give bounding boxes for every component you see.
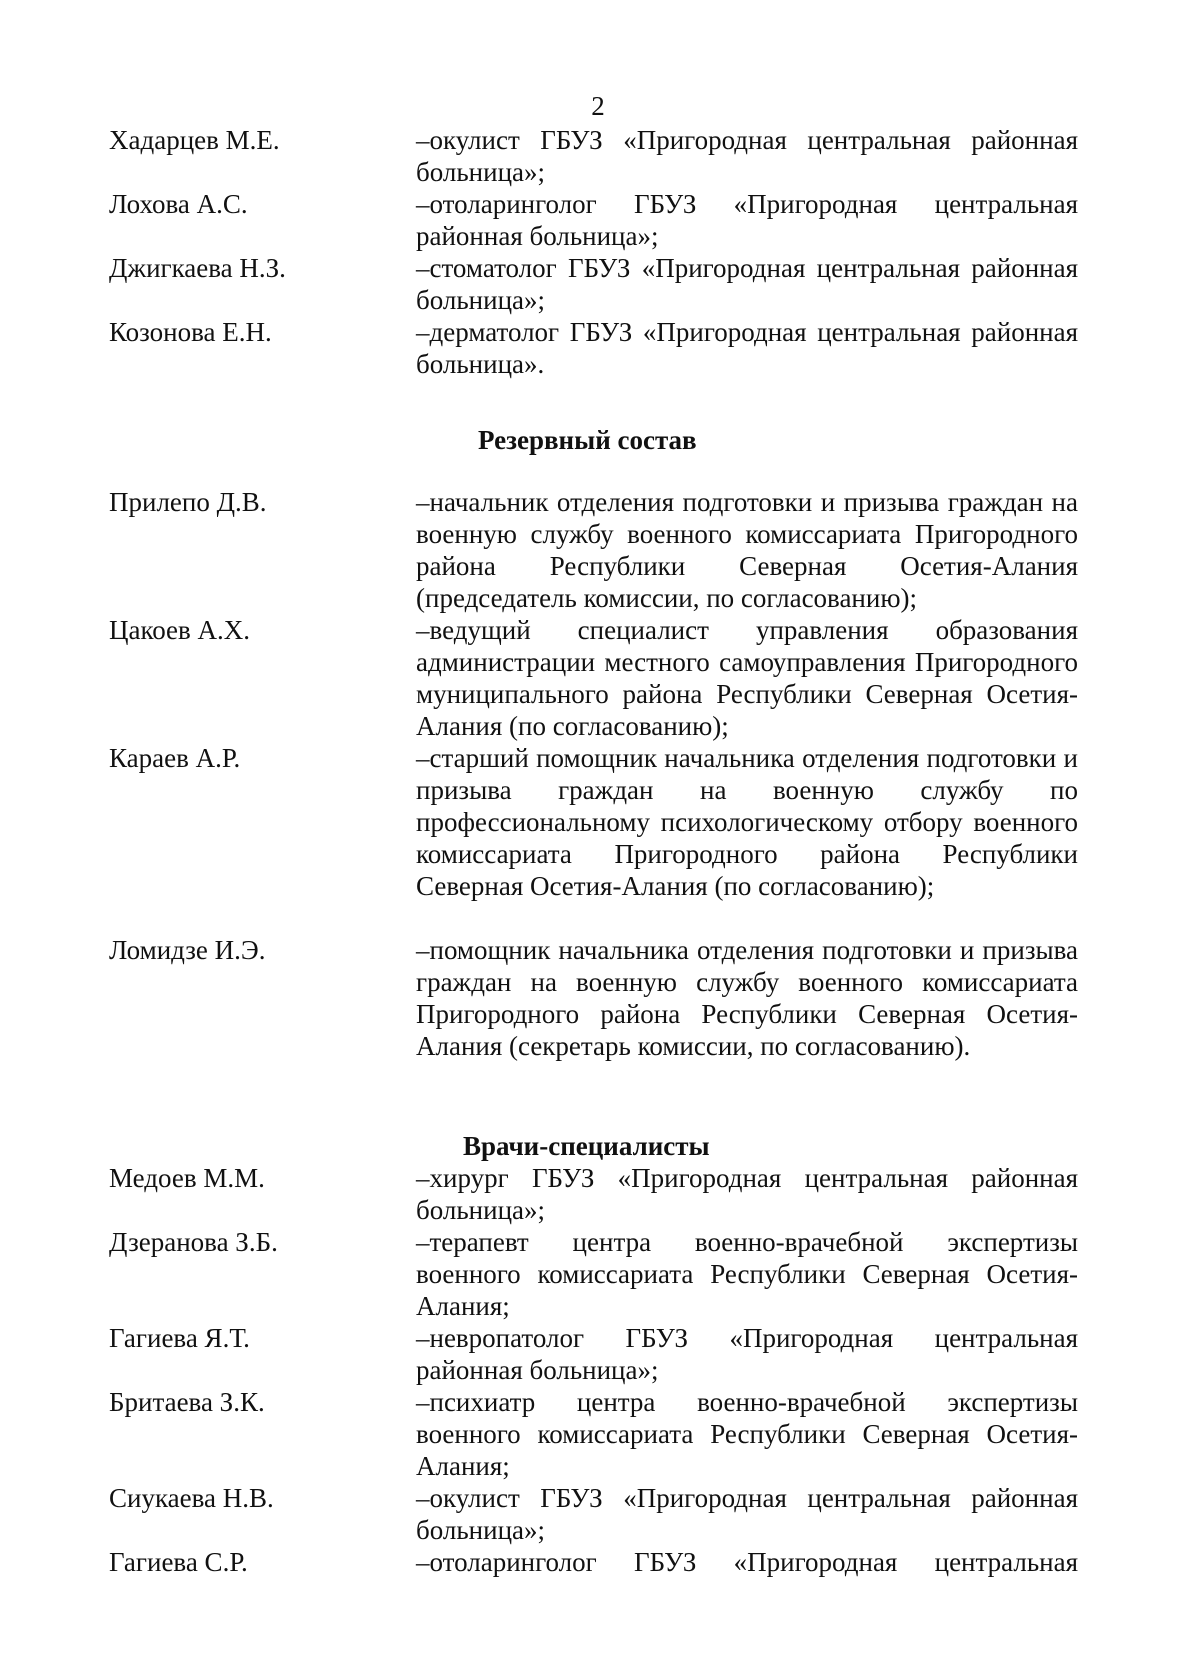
member-role: –стоматолог ГБУЗ «Пригородная центральная районная больница»;: [416, 253, 1078, 315]
member-name: Гагиева Я.Т.: [109, 1323, 250, 1353]
member-name: Цакоев А.Х.: [109, 615, 251, 645]
page-number: 2: [591, 91, 605, 121]
member-name: Дзеранова З.Б.: [109, 1227, 278, 1257]
member-role: –окулист ГБУЗ «Пригородная центральная районная больница»;: [416, 1483, 1078, 1545]
section-title-reserve: Резервный состав: [478, 425, 697, 455]
member-role: –дерматолог ГБУЗ «Пригородная центральная районная больница».: [416, 317, 1078, 379]
member-role: –терапевт центра военно-врачебной экспертизы военного комиссариата Республики Северная Осетия-Алания;: [416, 1227, 1078, 1321]
member-role: –невропатолог ГБУЗ «Пригородная центральная районная больница»;: [416, 1323, 1078, 1385]
member-role: –отоларинголог ГБУЗ «Пригородная центральная: [416, 1547, 1078, 1577]
member-role: –помощник начальника отделения подготовки и призыва граждан на военную службу военного комиссариата Пригородного района Республики Северная Осетия-Алания (секретарь комиссии, по согласованию).: [416, 935, 1078, 1061]
member-name: Джигкаева Н.З.: [109, 253, 286, 283]
member-name: Хадарцев М.Е.: [109, 125, 280, 155]
member-role: –ведущий специалист управления образования администрации местного самоуправления Пригородного муниципального района Республики Северная Осетия-Алания (по согласованию);: [416, 615, 1078, 741]
member-name: Сиукаева Н.В.: [109, 1483, 274, 1513]
member-role: –начальник отделения подготовки и призыва граждан на военную службу военного комиссариата Пригородного района Республики Северная Осетия-Алания (председатель комиссии, по согласованию);: [416, 487, 1078, 613]
member-name: Медоев М.М.: [109, 1163, 265, 1193]
section-title-doctors: Врачи-специалисты: [463, 1131, 710, 1161]
member-name: Лохова А.С.: [109, 189, 248, 219]
member-name: Гагиева С.Р.: [109, 1547, 248, 1577]
member-role: –хирург ГБУЗ «Пригородная центральная районная больница»;: [416, 1163, 1078, 1225]
member-role: –отоларинголог ГБУЗ «Пригородная центральная районная больница»;: [416, 189, 1078, 251]
member-name: Караев А.Р.: [109, 743, 241, 773]
member-role: –окулист ГБУЗ «Пригородная центральная районная больница»;: [416, 125, 1078, 187]
member-name: Ломидзе И.Э.: [109, 935, 266, 965]
member-role: –старший помощник начальника отделения подготовки и призыва граждан на военную службу по профессиональному психологическому отбору военного комиссариата Пригородного района Республики Северная Осетия-Алания (по согласованию);: [416, 743, 1078, 901]
member-name: Козонова Е.Н.: [109, 317, 272, 347]
member-role: –психиатр центра военно-врачебной экспертизы военного комиссариата Республики Северная Осетия-Алания;: [416, 1387, 1078, 1481]
member-name: Бритаева З.К.: [109, 1387, 265, 1417]
member-name: Прилепо Д.В.: [109, 487, 267, 517]
